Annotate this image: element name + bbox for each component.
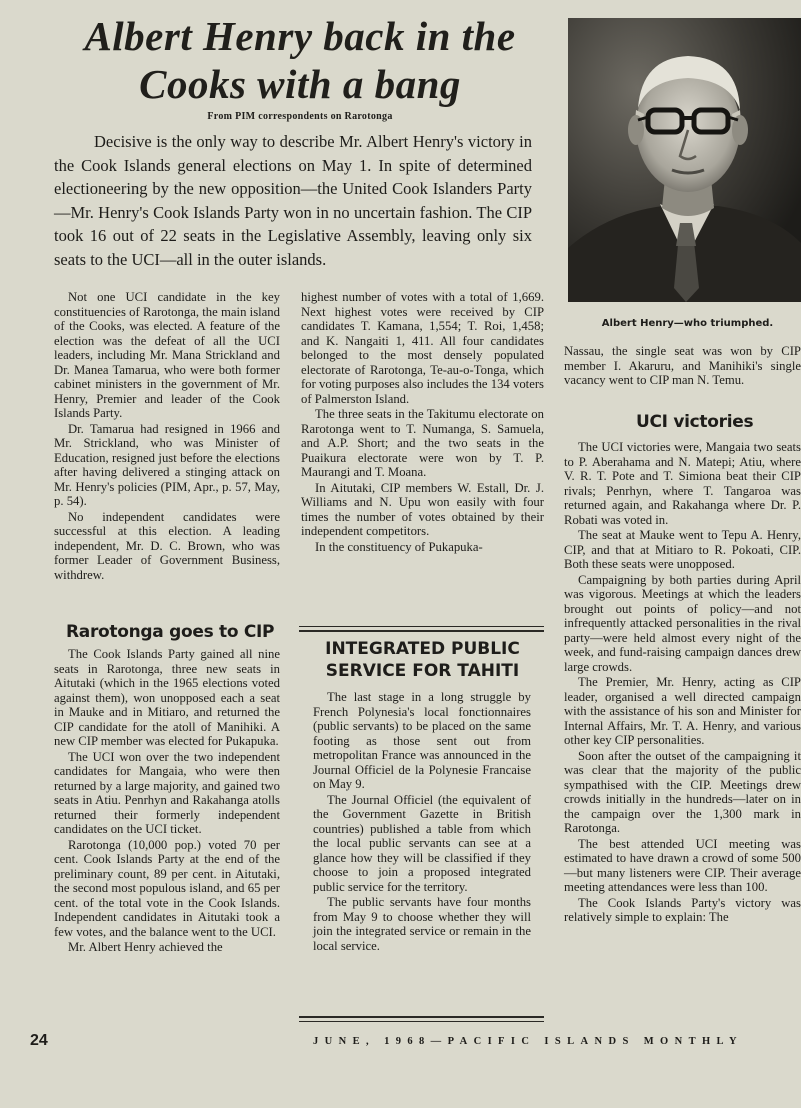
col1-paragraph: The UCI won over the two independent candidates for Mangaia, who were then returned by a large majority, and gained two seats in Atiu. Penrhyn and Rakahanga atolls returned their formerly independent candidates on the UCI ticket. bbox=[54, 749, 280, 836]
headline-line-1: Albert Henry back in the bbox=[84, 13, 516, 59]
sidebar-paragraph: The public servants have four months from May 9 to choose whether they will join the integrated service or remain in the local service. bbox=[313, 895, 531, 953]
column-2 bbox=[301, 290, 544, 555]
col3-paragraph: The Cook Islands Party's victory was relatively simple to explain: The bbox=[564, 895, 801, 924]
col1-paragraph: No independent candidates were successful at this election. A leading independent, Mr. D. C. Brown, who was former Leader of Government Business, withdrew. bbox=[54, 509, 280, 582]
col3-paragraph: The best attended UCI meeting was estimated to have drawn a crowd of some 500—but many listeners were CIP. Their average meeting attendances were less than 100. bbox=[564, 836, 801, 894]
sidebar-body bbox=[313, 690, 531, 954]
column-3 bbox=[564, 344, 801, 389]
portrait-illustration bbox=[568, 18, 801, 302]
col1-paragraph: The Cook Islands Party gained all nine seats in Rarotonga, three new seats in Aitutaki (which in the 1965 elections voted against them), won unopposed each a seat in Mauke and in Mitiaro, and returned the CIP candidate for the atoll of Manihiki. A new CIP member was elected for Pukapuka. bbox=[54, 647, 280, 748]
sidebar-paragraph: The Journal Officiel (the equivalent of the Government Gazette in British countries) published a table from which the local public servants can see at a glance how they will be classified if they choose to join a proposed integrated public service for the territory. bbox=[313, 792, 531, 894]
intro-paragraph bbox=[54, 130, 532, 272]
sidebar-paragraph: The last stage in a long struggle by French Polynesia's local fonctionnaires (public servants) to be placed on the same footing as those sent out from metropolitan France was announced in the Journal Officiel de la Polynesie Francaise on May 9. bbox=[313, 690, 531, 791]
col2-paragraph: The three seats in the Takitumu electorate on Rarotonga went to T. Numanga, S. Samuela, and A.P. Short; and the two seats in the Puaikura electorate were won by T. P. Maurangi and T. Moana. bbox=[301, 407, 544, 479]
col3-paragraph: Soon after the outset of the campaigning it was clear that the majority of the public sympathised with the CIP. Meetings drew crowds initially in the hundreds—later on in the campaign over the 1,300 mark in Rarotonga. bbox=[564, 748, 801, 835]
intro-text: Decisive is the only way to describe Mr. Albert Henry's victory in the Cook Islands general elections on May 1. In spite of determined electioneering by the new opposition—the United Cook Islanders Party—Mr. Henry's Cook Islands Party won in no uncertain fashion. The CIP took 16 out of 22 seats in the Legislative Assembly, leaving only six seats to the UCI—all in the outer islands. bbox=[54, 132, 532, 269]
sidebar-heading-line-2: SERVICE FOR TAHITI bbox=[325, 661, 520, 681]
sidebar-heading-line-1: INTEGRATED PUBLIC bbox=[325, 639, 520, 659]
headline-line-2: Cooks with a bang bbox=[139, 61, 461, 107]
col3-paragraph: Nassau, the single seat was won by CIP member I. Akaruru, and Manihiki's single vacancy went to CIP man N. Temu. bbox=[564, 344, 801, 387]
col3-paragraph: The seat at Mauke went to Tepu A. Henry, CIP, and that at Mitiaro to R. Pokoati, CIP. Both these seats were unopposed. bbox=[564, 528, 801, 571]
col2-paragraph: In the constituency of Pukapuka- bbox=[315, 539, 483, 554]
box-rule-bottom bbox=[299, 1021, 544, 1022]
col1-paragraph: Dr. Tamarua had resigned in 1966 and Mr. Strickland, who was Minister of Education, resigned just before the elections after having delivered a stinging attack on Mr. Henry's policies (PIM, Apr., p. 57, May, p. 54). bbox=[54, 421, 280, 508]
box-rule-top-thick bbox=[299, 630, 544, 632]
col3-paragraph: The Premier, Mr. Henry, acting as CIP leader, organised a well directed campaign with the assistance of his son and Minister for Internal Affairs, Mr. T. A. Henry, and various other key CIP personalities. bbox=[564, 675, 801, 747]
sidebar-heading bbox=[301, 638, 544, 682]
col1-paragraph: Mr. Albert Henry achieved the bbox=[68, 940, 223, 954]
box-rule-top bbox=[299, 626, 544, 627]
col2-paragraph: In Aitutaki, CIP members W. Estall, Dr. J. Williams and N. Upu won easily with four times the number of votes obtained by their independent competitors. bbox=[301, 480, 544, 538]
portrait-photo bbox=[568, 18, 801, 302]
running-title: JUNE, 1968—PACIFIC ISLANDS MONTHLY bbox=[313, 1036, 743, 1047]
subhead-uci-victories: UCI victories bbox=[636, 412, 754, 432]
col2-paragraph: highest number of votes with a total of 1,669. Next highest votes were received by CIP candidates T. Kamana, 1,554; T. Roi, 1,458; and K. Nangaiti 1, 411. All four candidates belonged to the most densely populated electorate of Rarotonga, Te-au-o-Tonga, which for voting purposes also includes the 134 voters of Palmerston Island. bbox=[301, 290, 544, 406]
column-1-continued bbox=[54, 647, 280, 956]
subhead-rarotonga: Rarotonga goes to CIP bbox=[66, 622, 275, 642]
column-3-continued bbox=[564, 440, 801, 926]
byline: From PIM correspondents on Rarotonga bbox=[207, 111, 393, 122]
col1-paragraph: Rarotonga (10,000 pop.) voted 70 per cent. Cook Islands Party at the end of the preliminary count, 89 per cent. in Aitutaki, the second most populous island, and 65 per cent. of the total vote in the Cook Islands. Independent candidates in Aitutaki took a few votes, and the balance went to the UCI. bbox=[54, 837, 280, 939]
col3-paragraph: Campaigning by both parties during April was vigorous. Meetings at which the leaders brought out points of policy—and not infrequently attacked personalities in the rival party—were held almost every night of the week, and fund-raising campaign dances drew large crowds. bbox=[564, 572, 801, 674]
col3-paragraph: The UCI victories were, Mangaia two seats to P. Aberahama and N. Matepi; Atiu, where V. R. T. Pote and T. Simiona beat their CIP rivals; Penrhyn, where T. Tangaroa was returned again, and Rakahanga where Dr. P. Robati was voted in. bbox=[564, 440, 801, 527]
headline bbox=[30, 12, 570, 108]
box-rule-bottom-thick bbox=[299, 1016, 544, 1018]
col1-paragraph: Not one UCI candidate in the key constituencies of Rarotonga, the main island of the Cooks, was elected. A feature of the election was the defeat of all the UCI leaders, including Mr. Mana Strickland and Dr. Manea Tamarua, who were both former cabinet ministers in the government of Mr. Henry, Premier and leader of the Cook Islands Party. bbox=[54, 290, 280, 420]
page-number: 24 bbox=[30, 1032, 48, 1049]
photo-caption: Albert Henry—who triumphed. bbox=[601, 318, 774, 329]
column-1 bbox=[54, 290, 280, 583]
